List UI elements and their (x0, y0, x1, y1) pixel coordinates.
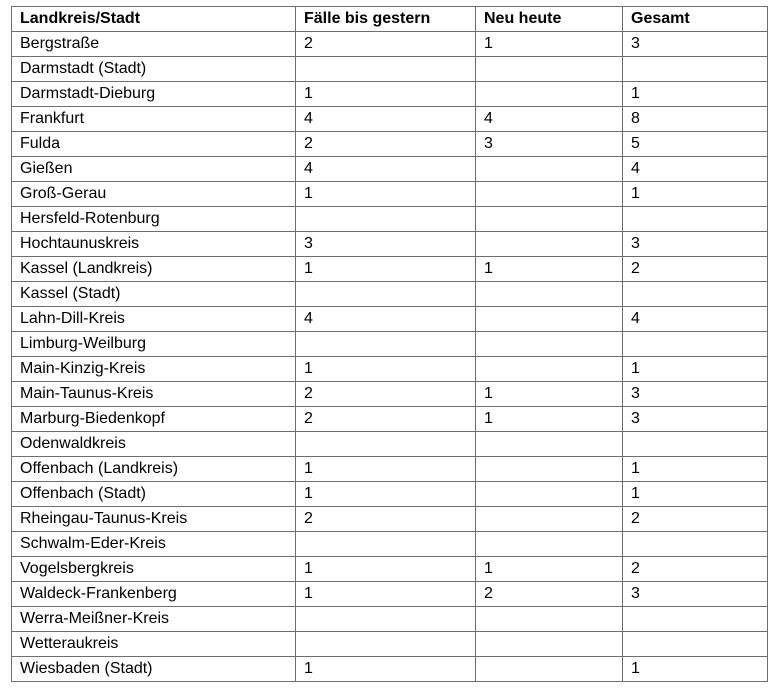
header-total: Gesamt (623, 7, 768, 32)
new-today-cell (476, 607, 623, 632)
table-header (12, 7, 768, 32)
cases-until-yesterday-cell (296, 432, 476, 457)
total-cell (623, 332, 768, 357)
district-cell: Wetteraukreis (12, 632, 296, 657)
cases-until-yesterday-cell: 1 (296, 457, 476, 482)
cases-until-yesterday-cell (296, 632, 476, 657)
new-today-cell (476, 332, 623, 357)
cases-until-yesterday-cell: 2 (296, 507, 476, 532)
table-body (12, 32, 768, 682)
new-today-cell: 1 (476, 407, 623, 432)
total-cell (623, 282, 768, 307)
total-cell: 3 (623, 382, 768, 407)
table-row (12, 282, 768, 307)
district-cell: Werra-Meißner-Kreis (12, 607, 296, 632)
new-today-cell: 4 (476, 107, 623, 132)
total-cell: 3 (623, 407, 768, 432)
cases-until-yesterday-cell (296, 282, 476, 307)
new-today-cell (476, 432, 623, 457)
cases-until-yesterday-cell: 1 (296, 482, 476, 507)
header-row (12, 7, 768, 32)
total-cell (623, 207, 768, 232)
cases-until-yesterday-cell: 4 (296, 107, 476, 132)
total-cell: 5 (623, 132, 768, 157)
total-cell (623, 57, 768, 82)
cases-until-yesterday-cell: 1 (296, 357, 476, 382)
district-cell: Odenwaldkreis (12, 432, 296, 457)
table-row (12, 632, 768, 657)
table-row (12, 207, 768, 232)
total-cell (623, 532, 768, 557)
district-cell: Lahn-Dill-Kreis (12, 307, 296, 332)
table-row (12, 182, 768, 207)
table-row (12, 32, 768, 57)
new-today-cell (476, 357, 623, 382)
new-today-cell (476, 207, 623, 232)
table-row (12, 82, 768, 107)
district-cell: Wiesbaden (Stadt) (12, 657, 296, 682)
district-cell: Kassel (Landkreis) (12, 257, 296, 282)
total-cell (623, 607, 768, 632)
table-row (12, 582, 768, 607)
cases-until-yesterday-cell: 2 (296, 407, 476, 432)
table-row (12, 132, 768, 157)
district-cell: Darmstadt (Stadt) (12, 57, 296, 82)
table-row (12, 457, 768, 482)
district-cell: Vogelsbergkreis (12, 557, 296, 582)
district-cell: Groß-Gerau (12, 182, 296, 207)
total-cell: 2 (623, 557, 768, 582)
new-today-cell (476, 507, 623, 532)
cases-until-yesterday-cell: 1 (296, 557, 476, 582)
table-row (12, 307, 768, 332)
cases-until-yesterday-cell (296, 332, 476, 357)
district-cell: Limburg-Weilburg (12, 332, 296, 357)
cases-until-yesterday-cell (296, 207, 476, 232)
total-cell: 1 (623, 657, 768, 682)
table-row (12, 532, 768, 557)
total-cell: 2 (623, 507, 768, 532)
district-cell: Kassel (Stadt) (12, 282, 296, 307)
new-today-cell (476, 532, 623, 557)
cases-until-yesterday-cell: 3 (296, 232, 476, 257)
total-cell: 3 (623, 32, 768, 57)
district-cell: Rheingau-Taunus-Kreis (12, 507, 296, 532)
table-row (12, 332, 768, 357)
cases-until-yesterday-cell (296, 532, 476, 557)
total-cell: 3 (623, 582, 768, 607)
cases-until-yesterday-cell: 2 (296, 32, 476, 57)
table-row (12, 232, 768, 257)
cases-until-yesterday-cell: 1 (296, 582, 476, 607)
new-today-cell (476, 482, 623, 507)
table-row (12, 357, 768, 382)
table-row (12, 407, 768, 432)
district-cell: Bergstraße (12, 32, 296, 57)
total-cell: 2 (623, 257, 768, 282)
district-cell: Gießen (12, 157, 296, 182)
table-row (12, 257, 768, 282)
new-today-cell: 1 (476, 382, 623, 407)
new-today-cell (476, 82, 623, 107)
cases-until-yesterday-cell: 4 (296, 157, 476, 182)
cases-until-yesterday-cell: 2 (296, 132, 476, 157)
cases-until-yesterday-cell (296, 607, 476, 632)
new-today-cell: 3 (476, 132, 623, 157)
cases-until-yesterday-cell: 4 (296, 307, 476, 332)
total-cell: 1 (623, 457, 768, 482)
district-cell: Main-Taunus-Kreis (12, 382, 296, 407)
cases-until-yesterday-cell: 1 (296, 182, 476, 207)
cases-until-yesterday-cell: 1 (296, 82, 476, 107)
table-row (12, 157, 768, 182)
total-cell: 4 (623, 157, 768, 182)
district-cell: Hersfeld-Rotenburg (12, 207, 296, 232)
table-row (12, 57, 768, 82)
total-cell (623, 632, 768, 657)
district-cell: Marburg-Biedenkopf (12, 407, 296, 432)
district-cell: Frankfurt (12, 107, 296, 132)
district-cell: Schwalm-Eder-Kreis (12, 532, 296, 557)
table-row (12, 482, 768, 507)
new-today-cell (476, 182, 623, 207)
total-cell: 1 (623, 82, 768, 107)
district-cell: Offenbach (Stadt) (12, 482, 296, 507)
table-row (12, 382, 768, 407)
cases-until-yesterday-cell: 2 (296, 382, 476, 407)
district-cell: Offenbach (Landkreis) (12, 457, 296, 482)
district-cell: Main-Kinzig-Kreis (12, 357, 296, 382)
table-row (12, 507, 768, 532)
new-today-cell (476, 307, 623, 332)
new-today-cell (476, 157, 623, 182)
header-district: Landkreis/Stadt (12, 7, 296, 32)
new-today-cell (476, 657, 623, 682)
total-cell: 1 (623, 357, 768, 382)
total-cell: 1 (623, 182, 768, 207)
table-row (12, 607, 768, 632)
new-today-cell (476, 457, 623, 482)
cases-until-yesterday-cell: 1 (296, 657, 476, 682)
new-today-cell: 1 (476, 32, 623, 57)
total-cell (623, 432, 768, 457)
district-cell: Darmstadt-Dieburg (12, 82, 296, 107)
new-today-cell: 1 (476, 557, 623, 582)
table-row (12, 557, 768, 582)
district-cell: Fulda (12, 132, 296, 157)
new-today-cell (476, 282, 623, 307)
total-cell: 3 (623, 232, 768, 257)
total-cell: 8 (623, 107, 768, 132)
district-cell: Waldeck-Frankenberg (12, 582, 296, 607)
cases-until-yesterday-cell (296, 57, 476, 82)
district-cell: Hochtaunuskreis (12, 232, 296, 257)
table-row (12, 657, 768, 682)
header-cases-until-yesterday: Fälle bis gestern (296, 7, 476, 32)
new-today-cell (476, 632, 623, 657)
header-new-today: Neu heute (476, 7, 623, 32)
table-row (12, 432, 768, 457)
total-cell: 1 (623, 482, 768, 507)
new-today-cell: 2 (476, 582, 623, 607)
new-today-cell (476, 57, 623, 82)
total-cell: 4 (623, 307, 768, 332)
table-row (12, 107, 768, 132)
new-today-cell (476, 232, 623, 257)
cases-table (11, 6, 768, 682)
new-today-cell: 1 (476, 257, 623, 282)
cases-until-yesterday-cell: 1 (296, 257, 476, 282)
